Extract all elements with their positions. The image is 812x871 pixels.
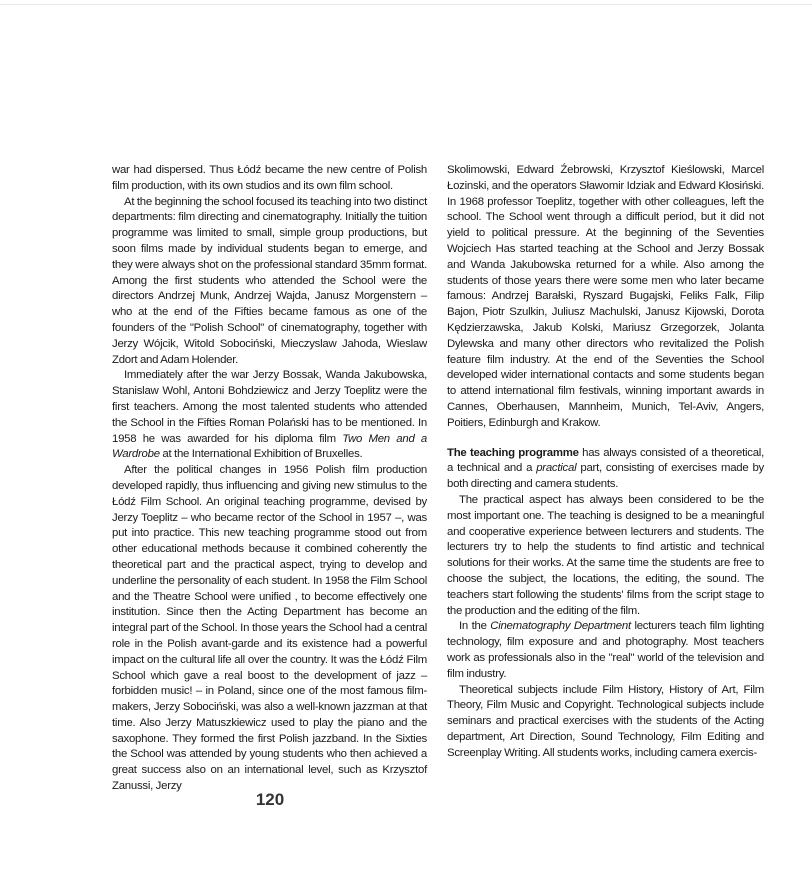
text-run: In the [459, 620, 491, 633]
paragraph [447, 619, 764, 682]
paragraph [447, 446, 764, 493]
paragraph: After the political changes in 1956 Polish film production developed rapidly, thus influencing and giving new stimulus to the Łódź Film School. An original teaching programme, devised by Jerzy Toeplitz – who became rector of the School in 1957 –, was put into practice. This new teaching programme stood out from other educational methods because it combined coherently the theoretical part and the practical aspect, trying to develop and underline the personality of each student. In 1958 the Film School and the Theatre School were unified , to become effectively one institution. Since then the Acting Department has become an integral part of the School. In those years the School had a central role in the Polish avant-garde and its existence had a powerful impact on the cultural life all over the country. It was the Łódź Film School which gave a real boost to the development of jazz – forbidden music! – in Poland, since one of the most famous film-makers, Jerzy Sobociński, was also a well-known jazzman at that time. Also Jerzy Matuszkiewicz used to play the piano and the saxophone. They formed the first Polish jazzband. In the Sixties the School was attended by young students who then achieved a great success also on an international level, such as Krzysztof Zanussi, Jerzy [112, 464, 427, 793]
paragraph: Theoretical subjects include Film History, History of Art, Film Theory, Film Music and Copyright. Technological subjects include seminars and practical exercises with the students of the Acting department, Art Direction, Sound Technology, Film Editing and Screenplay Writing. All students works, including camera exercis- [447, 683, 764, 759]
top-rule [0, 4, 812, 5]
text-run: part, consisting of exercises made by both directing and camera students. [447, 462, 765, 491]
text-run: Immediately after the war Jerzy Bossak, Wanda Jakubowska, Stanislaw Wohl, Antoni Bohdziewicz and Jerzy Toeplitz were the first teachers. Among the most talented students who attended the School in the Fifties Roman Polański has to be mentioned. In 1958 he was awarded for his diploma film [112, 369, 427, 445]
left-column [112, 163, 427, 795]
paragraph [112, 368, 427, 463]
paragraph: At the beginning the school focused its teaching into two distinct departments: film directing and cinematography. Initially the tuition programme was limited to small, simple group productions, but soon films made by individual students began to emerge, and they were always shot on the professional standard 35mm format. Among the first students who attended the School were the directors Andrzej Munk, Andrzej Wajda, Janusz Morgenstern – who at the end of the Fifties became famous as one of the founders of the "Polish School" of cinematography, together with Jerzy Wójcik, Witold Sobociński, Mieczyslaw Jahoda, Wieslaw Zdort and Adam Holender. [112, 195, 427, 366]
section-heading: The teaching programme [447, 446, 579, 459]
paragraph: Skolimowski, Edward Źebrowski, Krzysztof Kieślowski, Marcel Łozinski, and the operators Sławomir Idziak and Edward Kłosiński. In 1968 professor Toeplitz, together with other colleagues, left the school. The School went through a difficult period, but it did not yield to political pressure. At the beginning of the Seventies Wojciech Has started teaching at the School and Jerzy Bossak and Wanda Jakubowska returned for a while. Also among the students of those years there were some men who later became famous: Andrzej Barałski, Ryszard Bugajski, Feliks Falk, Filip Bajon, Piotr Szulkin, Juliusz Machulski, Janusz Kijowski, Dorota Kędzierzawska, Jakub Kolski, Mariusz Grzegorzek, Jolanta Dylewska and many other directors who revitalized the Polish feature film industry. At the end of the Seventies the School developed wider international contacts and some students began to attend international film festivals, winning important awards in Cannes, Oberhausen, Mannheim, Munich, Tel-Aviv, Angers, Poitiers, Edinburgh and Krakow. [447, 164, 764, 429]
page-number: 120 [255, 790, 285, 809]
paragraph: The practical aspect has always been considered to be the most important one. The teaching is designed to be a meaningful and cooperative experience between lecturers and students. The lecturers try to help the students to find artistic and technical solutions for their works. At the same time the students are free to choose the subject, the locations, the editing, the sound. The teachers start following the students' films from the script stage to the production and the editing of the film. [447, 493, 764, 617]
text-run: at the International Exhibition of Bruxelles. [159, 448, 363, 461]
text-run: has always consisted of a theoretical, a technical and a [447, 446, 765, 475]
text-run: lecturers teach film lighting technology, film exposure and and photography. Most teachers work as professionals also in the "real" world of the television and film industry. [447, 620, 764, 680]
department-name: Cinematography Department [490, 620, 631, 633]
film-title: Two Men and a Wardrobe [112, 432, 427, 461]
right-column [447, 163, 764, 761]
paragraph: war had dispersed. Thus Łódź became the new centre of Polish film production, with its own studios and its own film school. [112, 164, 427, 192]
italic-term: practical [536, 462, 577, 475]
